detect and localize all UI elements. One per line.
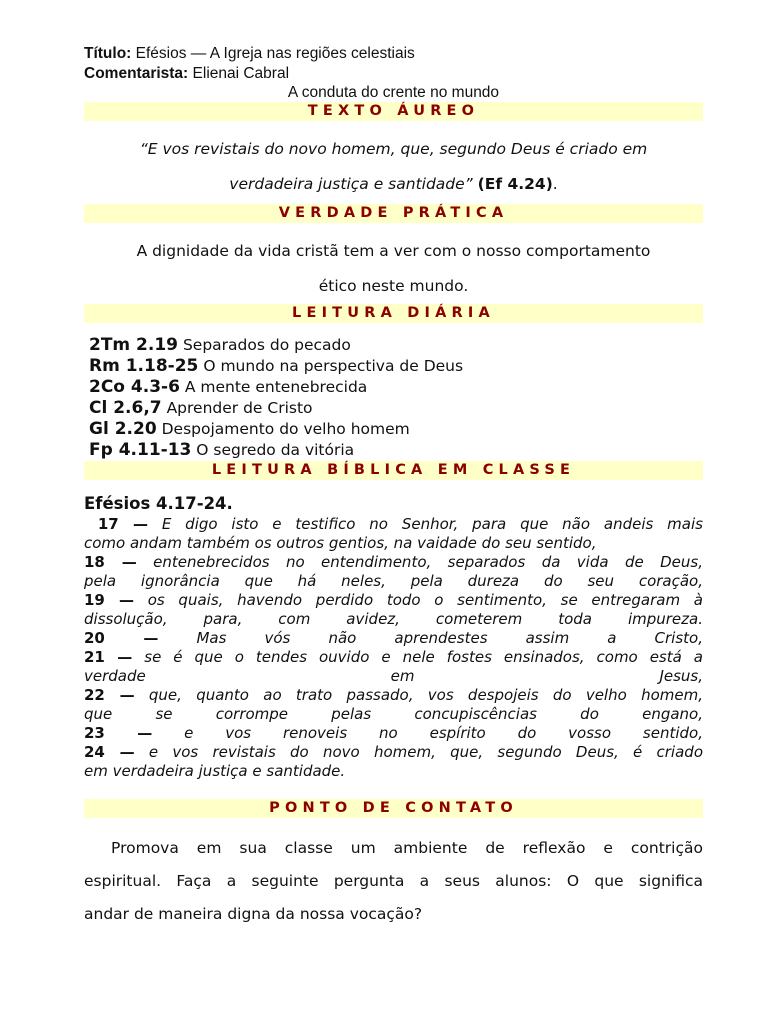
title-value: Efésios — A Igreja nas regiões celestiais (135, 45, 415, 62)
verse-number: 21 — (84, 648, 133, 666)
verse-number: 24 — (84, 743, 135, 761)
reading-text: Separados do pecado (182, 336, 351, 354)
verdade-pratica-text (84, 234, 703, 304)
reading-text: Despojamento do velho homem (161, 420, 410, 438)
quote-end: . (552, 175, 558, 193)
leitura-biblica-heading: LEITURA BÍBLICA EM CLASSE (84, 461, 703, 480)
verse-line: 20 — Mas vós não aprendestes assim a Cristo, (84, 629, 703, 647)
reading-ref: Cl 2.6,7 (89, 398, 162, 418)
reading-ref: Gl 2.20 (89, 419, 157, 439)
contact-line: Promova em sua classe um ambiente de reflexão e contrição (111, 839, 703, 857)
verdade-pratica-heading: VERDADE PRÁTICA (84, 204, 703, 223)
verse-number: 19 — (84, 591, 135, 609)
reading-ref: Fp 4.11-13 (89, 440, 192, 460)
verse-line: 24 — e vos revistais do novo homem, que, segundo Deus, é criado (84, 743, 703, 761)
verse-block (84, 515, 703, 781)
verdade-line-2: ético neste mundo. (318, 277, 469, 295)
verse-line: dissolução, para, com avidez, cometerem toda impureza. (84, 610, 703, 628)
passage-title: Efésios 4.17-24. (84, 494, 233, 513)
reading-text: A mente entenebrecida (184, 378, 368, 396)
verse-line: 22 — que, quanto ao trato passado, vos despojeis do velho homem, (84, 686, 703, 704)
verse-line: 17 — E digo isto e testifico no Senhor, para que não andeis mais (97, 515, 703, 533)
reading-ref: Rm 1.18-25 (89, 356, 199, 376)
quote-reference: (Ef 4.24) (477, 175, 553, 193)
commentator-label: Comentarista: (84, 65, 189, 82)
leitura-diaria-heading: LEITURA DIÁRIA (84, 304, 703, 323)
verse-line: 23 — e vos renoveis no espírito do vosso sentido, (84, 724, 703, 742)
reading-text: Aprender de Cristo (166, 399, 313, 417)
quote-line-1: “E vos revistais do novo homem, que, segundo Deus é criado em (139, 140, 648, 158)
verse-line: 18 — entenebrecidos no entendimento, separados da vida de Deus, (84, 553, 703, 571)
commentator-value: Elienai Cabral (192, 65, 290, 82)
verse-line: 21 — se é que o tendes ouvido e nele fostes ensinados, como está a (84, 648, 703, 666)
verse-line: verdade em Jesus, (84, 667, 703, 685)
verse-number: 20 — (84, 629, 159, 647)
quote-line-2: verdadeira justiça e santidade” (229, 175, 473, 193)
daily-reading-list (84, 335, 703, 461)
list-item (89, 440, 703, 461)
verse-line: que se corrompe pelas concupiscências do engano, (84, 705, 703, 723)
list-item (89, 356, 703, 377)
list-item (89, 335, 703, 356)
verse-number: 18 — (84, 553, 137, 571)
ponto-contato-text (84, 832, 703, 931)
verdade-line-1: A dignidade da vida cristã tem a ver com o nosso comportamento (136, 242, 651, 260)
texto-aureo-quote (84, 132, 703, 202)
list-item (89, 419, 703, 440)
commentator-line (84, 64, 703, 84)
verse-line: pela ignorância que há neles, pela dureza do seu coração, (84, 572, 703, 590)
verse-line: em verdadeira justiça e santidade. (84, 762, 346, 780)
title-line (84, 44, 703, 64)
reading-ref: 2Co 4.3-6 (89, 377, 180, 397)
ponto-contato-heading: PONTO DE CONTATO (84, 799, 703, 818)
reading-ref: 2Tm 2.19 (89, 335, 179, 355)
lesson-subtitle: A conduta do crente no mundo (287, 84, 500, 101)
verse-number: 22 — (84, 686, 135, 704)
list-item (89, 377, 703, 398)
list-item (89, 398, 703, 419)
verse-line: como andam também os outros gentios, na vaidade do seu sentido, (84, 534, 597, 552)
lesson-page (84, 0, 703, 931)
verse-line: 19 — os quais, havendo perdido todo o sentimento, se entregaram à (84, 591, 703, 609)
verse-number: 17 — (97, 515, 149, 533)
texto-aureo-heading: TEXTO ÁUREO (84, 102, 703, 121)
title-label: Título: (84, 45, 132, 62)
reading-text: O mundo na perspectiva de Deus (203, 357, 464, 375)
verse-number: 23 — (84, 724, 153, 742)
contact-line: espiritual. Faça a seguinte pergunta a seus alunos: O que significa (84, 872, 703, 890)
reading-text: O segredo da vitória (196, 441, 355, 459)
contact-line: andar de maneira digna da nossa vocação? (84, 905, 423, 923)
